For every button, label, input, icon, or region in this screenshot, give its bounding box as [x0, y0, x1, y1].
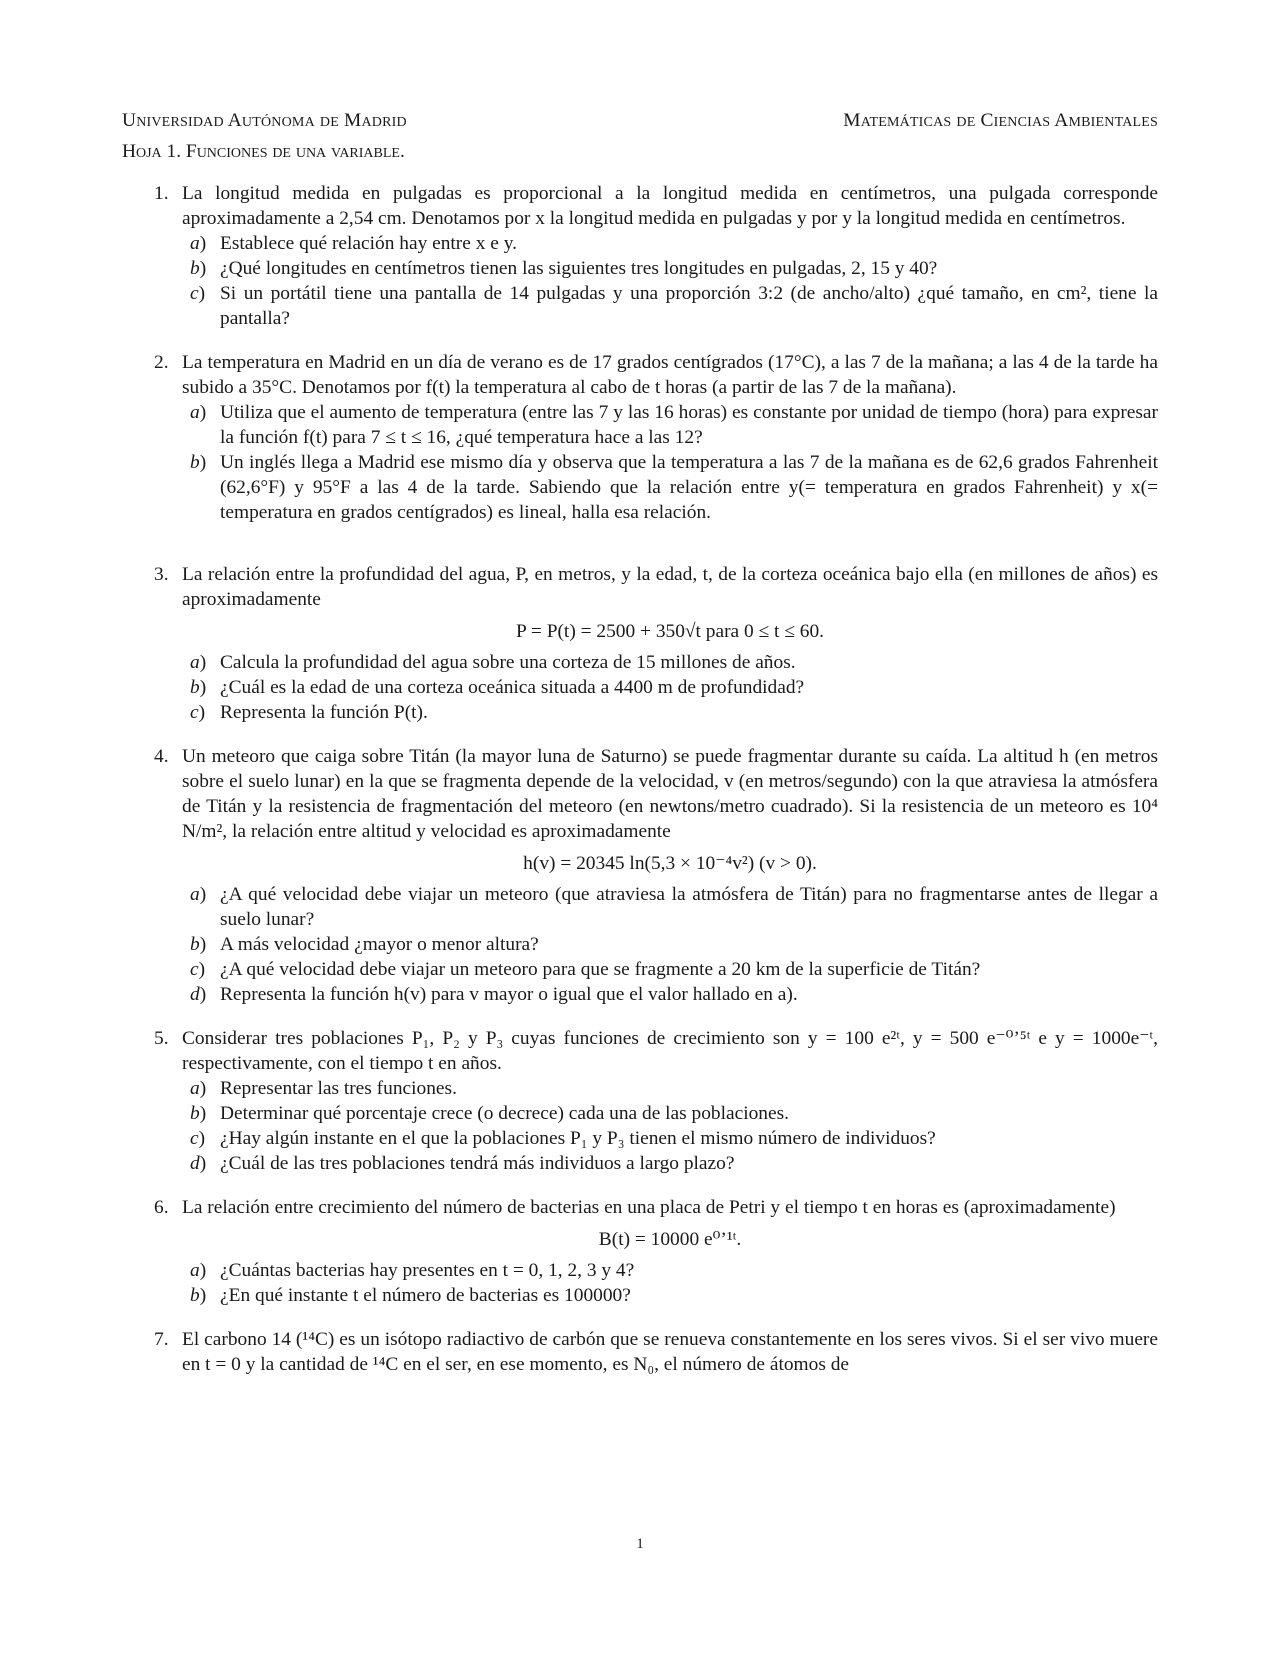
subquestion-c: c) Representa la función P(t).	[190, 702, 428, 723]
problem-statement: El carbono 14 (¹⁴C) es un isótopo radiactivo de carbón que se renueva constantemente en los seres vivos. Si el ser vivo muere en t = 0 y la cantidad de ¹⁴C en el ser, en ese momento, es N₀, el número de átomos de	[182, 1329, 1158, 1375]
problem-statement: Un meteoro que caiga sobre Titán (la mayor luna de Saturno) se puede fragmentar durante su caída. La altitud h (en metros sobre el suelo lunar) en la que se fragmenta depende de la velocidad, v (en metros/segundo) con la que atraviesa la atmósfera de Titán y la resistencia de fragmentación del meteoro (en newtons/metro cuadrado). Si la resistencia de un meteoro es 10⁴ N/m², la relación entre altitud y velocidad es aproximadamente	[182, 746, 1158, 842]
subquestion-a: a) Utiliza que el aumento de temperatura (entre las 7 y las 16 horas) es constante por unidad de tiempo (hora) para expresar la función f(t) para 7 ≤ t ≤ 16, ¿qué temperatura hace a las 12?	[190, 402, 1158, 448]
subquestion-b: b) Determinar qué porcentaje crece (o decrece) cada una de las poblaciones.	[190, 1103, 790, 1124]
problem-2	[122, 350, 1158, 525]
problem-number: 4.	[154, 746, 169, 767]
problem-list	[122, 181, 1158, 1377]
problem-statement: Considerar tres poblaciones P₁, P₂ y P₃ cuyas funciones de crecimiento son y = 100 e²ᵗ, y = 500 e⁻⁰ʼ⁵ᵗ e y = 1000e⁻ᵗ, respectivamente, con el tiempo t en años.	[182, 1028, 1158, 1074]
subquestion-a: a) Representar las tres funciones.	[190, 1078, 457, 1099]
problem-number: 5.	[154, 1028, 169, 1049]
problem-7	[122, 1327, 1158, 1377]
problem-4	[122, 744, 1158, 1007]
problem-statement: La longitud medida en pulgadas es proporcional a la longitud medida en centímetros, una pulgada corresponde aproximadamente a 2,54 cm. Denotamos por x la longitud medida en pulgadas y por y la longitud medida en centímetros.	[182, 183, 1158, 229]
document-page	[122, 108, 1158, 1377]
problem-1	[122, 181, 1158, 331]
problem-number: 6.	[154, 1197, 169, 1218]
sheet-title: Hoja 1. Funciones de una variable.	[122, 141, 405, 162]
problem-5	[122, 1026, 1158, 1176]
subquestion-a: a) ¿Cuántas bacterias hay presentes en t = 0, 1, 2, 3 y 4?	[190, 1260, 635, 1281]
problem-statement: La relación entre crecimiento del número de bacterias en una placa de Petri y el tiempo t en horas es (aproximadamente)	[182, 1197, 1116, 1218]
subquestion-d: d) Representa la función h(v) para v mayor o igual que el valor hallado en a).	[190, 984, 798, 1005]
problem-number: 3.	[154, 564, 169, 585]
subquestion-a: a) Calcula la profundidad del agua sobre una corteza de 15 millones de años.	[190, 652, 796, 673]
problem-3	[122, 562, 1158, 725]
subquestion-b: b) ¿Cuál es la edad de una corteza oceánica situada a 4400 m de profundidad?	[190, 677, 805, 698]
page-header	[122, 108, 1158, 133]
problem-number: 7.	[154, 1329, 169, 1350]
page-number: 1	[636, 1536, 644, 1552]
subquestion-c: c) Si un portátil tiene una pantalla de 14 pulgadas y una proporción 3:2 (de ancho/alto) ¿qué tamaño, en cm², tiene la pantalla?	[190, 283, 1158, 329]
problem-statement: La relación entre la profundidad del agua, P, en metros, y la edad, t, de la corteza oceánica bajo ella (en millones de años) es aproximadamente	[182, 564, 1158, 610]
subquestion-a: a) Establece qué relación hay entre x e y.	[190, 233, 517, 254]
subquestion-c: c) ¿A qué velocidad debe viajar un meteoro para que se fragmente a 20 km de la superficie de Titán?	[190, 959, 981, 980]
problem-statement: La temperatura en Madrid en un día de verano es de 17 grados centígrados (17°C), a las 7 de la mañana; a las 4 de la tarde ha subido a 35°C. Denotamos por f(t) la temperatura al cabo de t horas (a partir de las 7 de la mañana).	[182, 352, 1158, 398]
subquestion-a: a) ¿A qué velocidad debe viajar un meteoro (que atraviesa la atmósfera de Titán) para no fragmentarse antes de llegar a suelo lunar?	[190, 884, 1158, 930]
subquestion-b: b) Un inglés llega a Madrid ese mismo día y observa que la temperatura a las 7 de la mañana es de 62,6 grados Fahrenheit (62,6°F) y 95°F a las 4 de la tarde. Sabiendo que la relación entre y(= temperatura en grados Fahrenheit) y x(= temperatura en grados centígrados) es lineal, halla esa relación.	[190, 452, 1158, 523]
university-name: Universidad Autónoma de Madrid	[122, 110, 407, 131]
subquestion-b: b) ¿Qué longitudes en centímetros tienen las siguientes tres longitudes en pulgadas, 2, 15 y 40?	[190, 258, 938, 279]
equation: B(t) = 10000 e⁰ʼ¹ᵗ.	[598, 1229, 742, 1250]
subquestion-b: b) ¿En qué instante t el número de bacterias es 100000?	[190, 1285, 631, 1306]
problem-6	[122, 1195, 1158, 1308]
subquestion-b: b) A más velocidad ¿mayor o menor altura?	[190, 934, 539, 955]
problem-number: 2.	[154, 352, 169, 373]
equation: P = P(t) = 2500 + 350√t para 0 ≤ t ≤ 60.	[516, 621, 824, 642]
course-name: Matemáticas de Ciencias Ambientales	[843, 110, 1158, 131]
subquestion-d: d) ¿Cuál de las tres poblaciones tendrá más individuos a largo plazo?	[190, 1153, 735, 1174]
subquestion-c: c) ¿Hay algún instante en el que la poblaciones P₁ y P₃ tienen el mismo número de individuos?	[190, 1128, 936, 1149]
equation: h(v) = 20345 ln(5,3 × 10⁻⁴v²) (v > 0).	[523, 853, 817, 874]
problem-number: 1.	[154, 183, 169, 204]
